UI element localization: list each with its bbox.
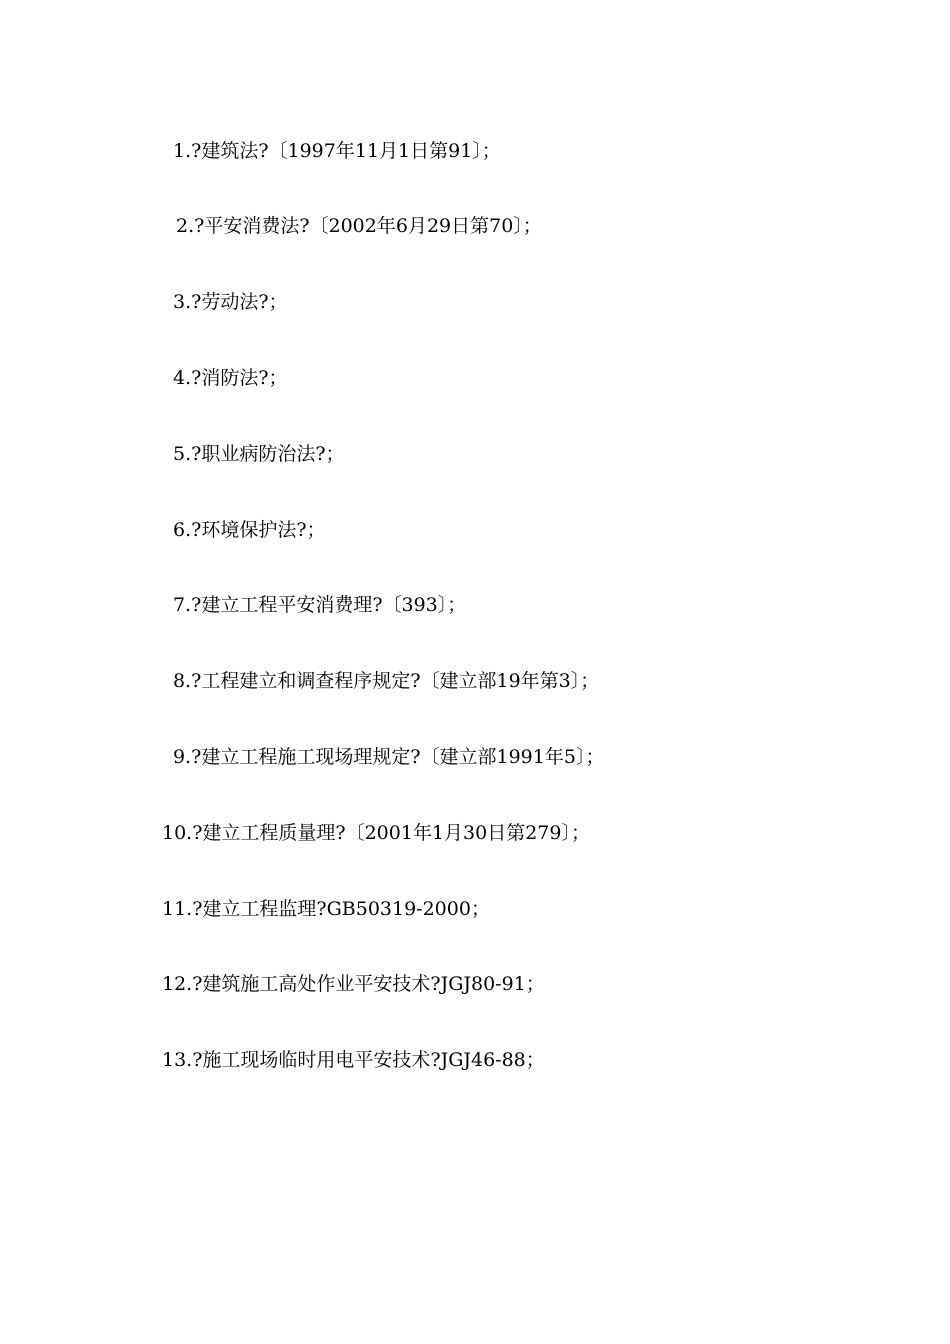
list-item xyxy=(162,972,545,996)
list-item xyxy=(173,669,599,693)
list-item-text: 12.?建筑施工高处作业平安技术?JGJ80-91； xyxy=(162,973,545,995)
list-item-text: 5.?职业病防治法?； xyxy=(173,443,345,465)
list-item xyxy=(173,290,288,314)
list-item xyxy=(176,214,542,238)
list-item-text: 2.?平安消费法?〔2002年6月29日第70〕； xyxy=(176,215,542,237)
list-item-text: 9.?建立工程施工现场理规定?〔建立部1991年5〕； xyxy=(173,746,605,768)
list-item xyxy=(173,593,466,617)
list-item-text: 1.?建筑法?〔1997年11月1日第91〕； xyxy=(173,140,501,162)
list-item-text: 7.?建立工程平安消费理?〔393〕； xyxy=(173,594,467,616)
list-item xyxy=(173,518,326,542)
list-item xyxy=(162,897,490,921)
list-item xyxy=(162,1048,545,1072)
list-item-text: 8.?工程建立和调查程序规定?〔建立部19年第3〕； xyxy=(173,670,600,692)
list-item xyxy=(173,745,604,769)
list-item-text: 4.?消防法?； xyxy=(173,367,288,389)
list-item-text: 11.?建立工程监理?GB50319-2000； xyxy=(162,898,490,920)
list-item xyxy=(173,366,288,390)
list-item xyxy=(162,821,590,845)
list-item xyxy=(173,139,501,163)
list-item-text: 13.?施工现场临时用电平安技术?JGJ46-88； xyxy=(162,1049,545,1071)
list-item xyxy=(173,442,345,466)
list-item-text: 6.?环境保护法?； xyxy=(173,519,326,541)
list-item-text: 10.?建立工程质量理?〔2001年1月30日第279〕； xyxy=(162,822,590,844)
list-item-text: 3.?劳动法?； xyxy=(173,291,288,313)
